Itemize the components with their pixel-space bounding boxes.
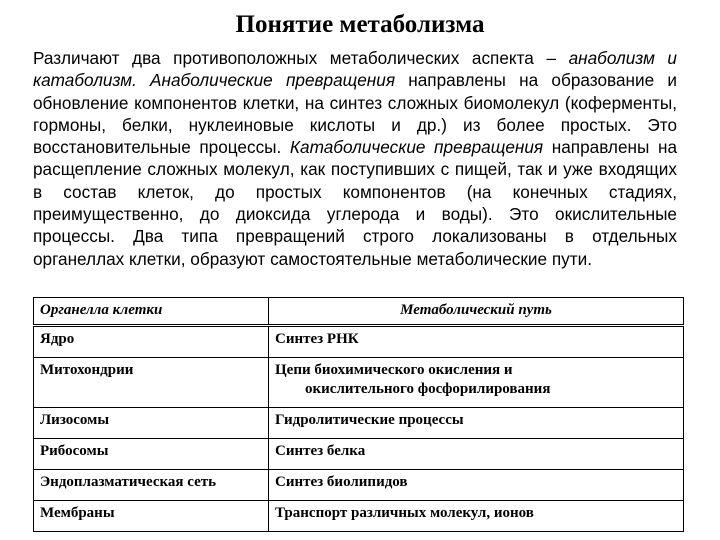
para-text-2: направлены на образование и обновление компонентов клетки, на синтез сложных биомолекул (коферменты, гормоны, белки, нуклеиновые кислоты и др.) из более простых. Это восстановительные процессы. [33,70,677,158]
organelle-cell: Митохондрии [34,358,269,408]
table-row [34,501,684,532]
para-italic-catabolism: Катаболические превращения [289,137,544,158]
path-cell: Синтез биолипидов [269,470,684,501]
table-row [34,408,684,439]
path-cell: Синтез РНК [269,326,684,358]
table-row [34,470,684,501]
table-row [34,439,684,470]
organelle-cell: Мембраны [34,501,269,532]
table-row [34,326,684,358]
intro-paragraph [33,47,677,270]
para-text-3: направлены на расщепление сложных молекул, как поступивших с пищей, так и уже входящих в состав клеток, до простых компонентов (на конечных стадиях, преимущественно, до диоксида углерода и воды). Это окислительные процессы. Два типа превращений строго локализованы в отдельных органеллах клетки, образуют самостоятельные метаболические пути. [33,137,678,269]
organelle-cell: Рибосомы [34,439,269,470]
table-row [34,358,684,408]
organelle-cell: Эндоплазматическая сеть [34,470,269,501]
table-header-row [34,298,684,326]
path-cell: Транспорт различных молекул, ионов [269,501,684,532]
path-line-1: Цепи биохимического окисления и [275,362,513,378]
page-title: Понятие метаболизма [235,11,485,38]
para-italic-anabolism: анаболизм и катаболизм. Анаболические превращения [33,48,677,91]
para-text-1: Различают два противоположных метаболических аспекта – [33,48,569,68]
organelle-table [33,297,684,532]
path-line-2: окислительного фосфорилирования [305,381,551,397]
header-organelle: Органелла клетки [34,298,269,326]
organelle-cell: Ядро [34,326,269,358]
path-cell [269,358,684,408]
path-cell: Синтез белка [269,439,684,470]
path-cell: Гидролитические процессы [269,408,684,439]
header-metabolic-path: Метаболический путь [269,298,684,326]
organelle-cell: Лизосомы [34,408,269,439]
